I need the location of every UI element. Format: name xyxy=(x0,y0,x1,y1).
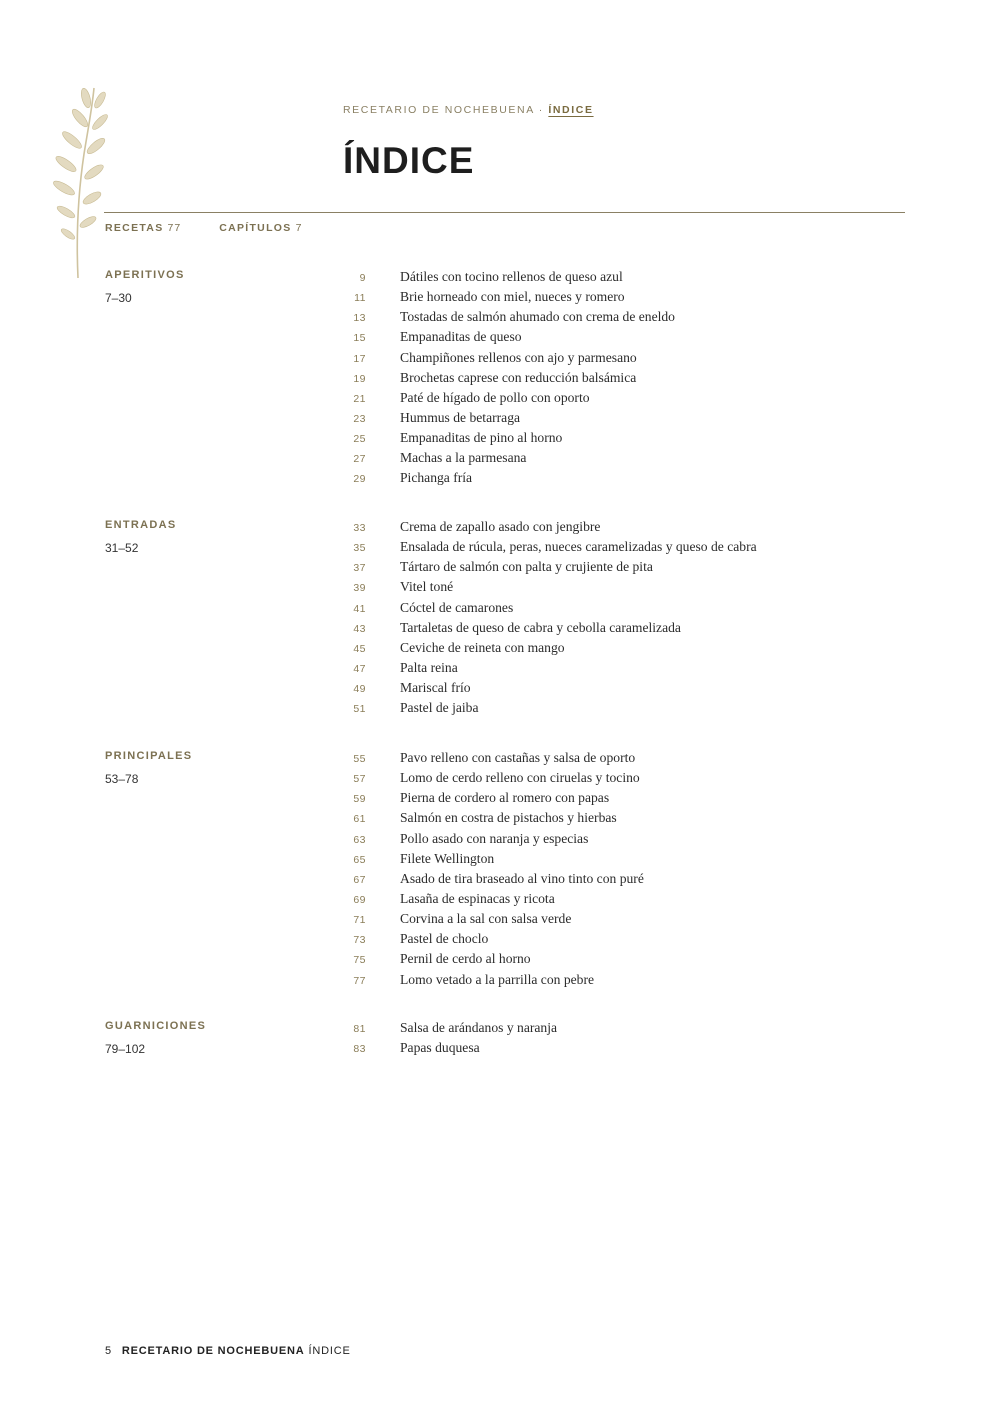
recipe-entry[interactable] xyxy=(340,640,757,660)
recipe-page-number: 59 xyxy=(353,793,366,806)
recipe-entry[interactable] xyxy=(340,519,757,539)
chapter-page-range: 79–102 xyxy=(105,1042,146,1056)
recipe-name: Dátiles con tocino rellenos de queso azul xyxy=(400,269,623,284)
stat-chapters xyxy=(219,222,302,234)
recipe-page-number: 63 xyxy=(353,833,366,846)
recipe-entry[interactable] xyxy=(340,911,644,931)
stat-label: CAPÍTULOS xyxy=(219,222,292,234)
recipe-page-number: 13 xyxy=(353,312,366,325)
recipe-page-number: 39 xyxy=(353,582,366,595)
recipe-entry[interactable] xyxy=(340,972,644,992)
recipe-page-number: 25 xyxy=(353,433,366,446)
footer-book-title: RECETARIO DE NOCHEBUENA xyxy=(121,1345,305,1357)
recipe-page-number: 71 xyxy=(353,914,366,927)
page-footer xyxy=(105,1345,351,1357)
recipe-list xyxy=(340,750,644,992)
recipe-page-number: 83 xyxy=(353,1043,366,1056)
chapter-title: PRINCIPALES xyxy=(105,750,193,762)
recipe-name: Mariscal frío xyxy=(400,680,471,696)
recipe-entry[interactable] xyxy=(340,931,644,951)
recipe-page-number: 17 xyxy=(353,352,366,365)
recipe-name: Asado de tira braseado al vino tinto con puré xyxy=(400,870,644,886)
recipe-entry[interactable] xyxy=(340,450,675,470)
recipe-name: Cóctel de camarones xyxy=(400,599,514,615)
recipe-name: Tartaletas de queso de cabra y cebolla caramelizada xyxy=(400,619,681,635)
recipe-entry[interactable] xyxy=(340,750,644,770)
recipe-name: Pernil de cerdo al horno xyxy=(400,951,531,967)
recipe-name: Empanaditas de queso xyxy=(400,329,522,345)
stat-recipes xyxy=(105,222,181,234)
recipe-name: Ensalada de rúcula, peras, nueces caramelizadas y queso de cabra xyxy=(400,539,757,555)
recipe-entry[interactable] xyxy=(340,600,757,620)
recipe-entry[interactable] xyxy=(340,660,757,680)
stats-bar xyxy=(105,222,340,234)
breadcrumb-separator: · xyxy=(534,104,549,116)
recipe-entry[interactable] xyxy=(340,289,675,309)
recipe-entry[interactable] xyxy=(340,539,757,559)
recipe-entry[interactable] xyxy=(340,770,644,790)
recipe-entry[interactable] xyxy=(340,390,675,410)
recipe-list xyxy=(340,269,675,491)
recipe-name: Champiñones rellenos con ajo y parmesano xyxy=(400,349,637,365)
recipe-name: Lomo de cerdo relleno con ciruelas y tocino xyxy=(400,770,640,786)
recipe-entry[interactable] xyxy=(340,700,757,720)
header-divider xyxy=(104,212,905,213)
recipe-page-number: 73 xyxy=(353,934,366,947)
recipe-page-number: 47 xyxy=(353,662,366,675)
olive-sprig-icon xyxy=(48,84,110,280)
recipe-page-number: 49 xyxy=(353,683,366,696)
recipe-name: Machas a la parmesana xyxy=(400,450,527,466)
recipe-name: Tártaro de salmón con palta y crujiente de pita xyxy=(400,559,653,575)
recipe-entry[interactable] xyxy=(340,1020,557,1040)
recipe-entry[interactable] xyxy=(340,410,675,430)
recipe-name: Pollo asado con naranja y especias xyxy=(400,830,589,846)
recipe-name: Lomo vetado a la parrilla con pebre xyxy=(400,971,595,987)
recipe-page-number: 29 xyxy=(353,473,366,486)
recipe-entry[interactable] xyxy=(340,269,675,289)
recipe-entry[interactable] xyxy=(340,350,675,370)
recipe-page-number: 41 xyxy=(353,602,366,615)
recipe-name: Hummus de betarraga xyxy=(400,409,521,425)
recipe-name: Corvina a la sal con salsa verde xyxy=(400,911,572,927)
recipe-page-number: 75 xyxy=(353,954,366,967)
recipe-page-number: 11 xyxy=(354,292,366,305)
recipe-name: Palta reina xyxy=(400,659,458,675)
recipe-page-number: 77 xyxy=(353,974,366,987)
recipe-page-number: 81 xyxy=(353,1023,366,1035)
recipe-page-number: 51 xyxy=(353,703,366,716)
chapter-page-range: 7–30 xyxy=(105,291,132,305)
page-header xyxy=(343,104,594,179)
recipe-page-number: 69 xyxy=(353,893,366,906)
chapter-page-range: 31–52 xyxy=(105,541,139,555)
chapter-page-range: 53–78 xyxy=(105,772,139,786)
recipe-page-number: 27 xyxy=(353,453,366,466)
recipe-page-number: 43 xyxy=(353,622,366,635)
recipe-page-number: 67 xyxy=(353,873,366,886)
recipe-entry[interactable] xyxy=(340,370,675,390)
stat-label: RECETAS xyxy=(105,222,164,234)
recipe-page-number: 33 xyxy=(353,522,366,534)
recipe-entry[interactable] xyxy=(340,790,644,810)
recipe-name: Pichanga fría xyxy=(400,470,473,486)
recipe-page-number: 19 xyxy=(353,372,366,385)
recipe-entry[interactable] xyxy=(340,329,675,349)
recipe-name: Pastel de choclo xyxy=(400,931,489,947)
recipe-entry[interactable] xyxy=(340,579,757,599)
recipe-page-number: 9 xyxy=(359,272,366,284)
recipe-entry[interactable] xyxy=(340,680,757,700)
chapter-title: GUARNICIONES xyxy=(105,1020,207,1032)
recipe-entry[interactable] xyxy=(340,951,644,971)
recipe-name: Vitel toné xyxy=(400,579,454,595)
breadcrumb xyxy=(343,104,594,116)
recipe-name: Salsa de arándanos y naranja xyxy=(400,1020,558,1035)
recipe-page-number: 65 xyxy=(353,853,366,866)
recipe-entry[interactable] xyxy=(340,620,757,640)
recipe-name: Pavo relleno con castañas y salsa de oporto xyxy=(400,750,636,765)
stat-value: 7 xyxy=(295,222,303,234)
stat-value: 77 xyxy=(167,222,182,234)
recipe-entry[interactable] xyxy=(340,831,644,851)
recipe-entry[interactable] xyxy=(340,430,675,450)
recipe-entry[interactable] xyxy=(340,1040,557,1060)
breadcrumb-current[interactable]: ÍNDICE xyxy=(548,104,594,116)
recipe-list xyxy=(340,519,757,720)
recipe-entry[interactable] xyxy=(340,891,644,911)
recipe-page-number: 23 xyxy=(353,412,366,425)
recipe-page-number: 35 xyxy=(353,542,366,555)
recipe-name: Tostadas de salmón ahumado con crema de eneldo xyxy=(400,309,675,325)
footer-page-number: 5 xyxy=(105,1345,112,1357)
recipe-page-number: 57 xyxy=(353,773,366,786)
recipe-entry[interactable] xyxy=(340,851,644,871)
recipe-name: Ceviche de reineta con mango xyxy=(400,639,565,655)
page-title: ÍNDICE xyxy=(343,140,475,181)
recipe-name: Lasaña de espinacas y ricota xyxy=(400,890,555,906)
recipe-name: Filete Wellington xyxy=(400,850,495,866)
recipe-page-number: 21 xyxy=(353,392,366,405)
recipe-entry[interactable] xyxy=(340,309,675,329)
recipe-page-number: 45 xyxy=(353,642,366,655)
recipe-name: Pierna de cordero al romero con papas xyxy=(400,790,610,806)
recipe-name: Pastel de jaiba xyxy=(400,700,479,716)
chapter-title: ENTRADAS xyxy=(105,519,177,531)
recipe-page-number: 15 xyxy=(353,332,366,345)
recipe-name: Brie horneado con miel, nueces y romero xyxy=(400,289,625,305)
recipe-entry[interactable] xyxy=(340,810,644,830)
recipe-page-number: 55 xyxy=(353,753,366,765)
recipe-name: Paté de hígado de pollo con oporto xyxy=(400,389,590,405)
recipe-name: Empanaditas de pino al horno xyxy=(400,430,563,446)
recipe-name: Brochetas caprese con reducción balsámica xyxy=(400,369,637,385)
recipe-list xyxy=(340,1020,557,1060)
recipe-entry[interactable] xyxy=(340,470,675,490)
recipe-entry[interactable] xyxy=(340,871,644,891)
recipe-page-number: 61 xyxy=(353,813,366,826)
breadcrumb-book[interactable]: RECETARIO DE NOCHEBUENA xyxy=(343,104,535,116)
recipe-name: Papas duquesa xyxy=(400,1040,480,1056)
recipe-name: Crema de zapallo asado con jengibre xyxy=(400,519,601,534)
footer-section: ÍNDICE xyxy=(308,1345,351,1357)
chapter-title: APERITIVOS xyxy=(105,269,185,281)
recipe-name: Salmón en costra de pistachos y hierbas xyxy=(400,810,617,826)
recipe-page-number: 37 xyxy=(353,562,366,575)
recipe-entry[interactable] xyxy=(340,559,757,579)
